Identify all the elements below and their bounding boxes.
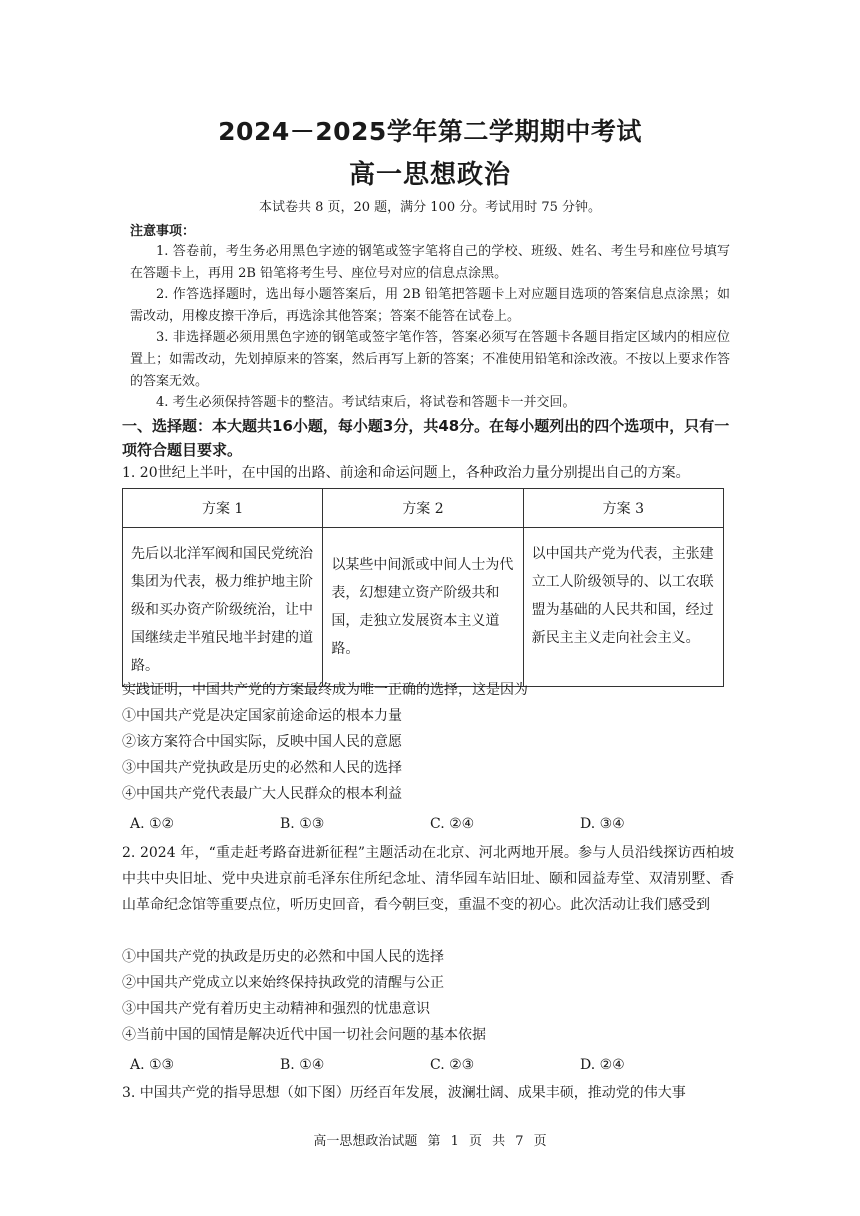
q1-question: 实践证明，中国共产党的方案最终成为唯一正确的选择，这是因为 <box>122 682 528 698</box>
notice-item: 2. 作答选择题时，选出每小题答案后，用 2B 铅笔把答题卡上对应题目选项的答案信息点涂黑；如需改动，用橡皮擦干净后，再选涂其他答案；答案不能答在试卷上。 <box>130 287 730 324</box>
q2-options <box>130 1057 730 1073</box>
q2-statement: ②中国共产党成立以来始终保持执政党的清醒与公正 <box>122 975 444 991</box>
q2-stem: 2. 2024 年，“重走赶考路奋进新征程”主题活动在北京、河北两地开展。参与人员沿线探访西柏坡中共中央旧址、党中央进京前毛泽东住所纪念址、清华园车站旧址、颐和园益寿堂、双清别墅、香山革命纪念馆等重要点位，听历史回音，看今朝巨变，重温不变的初心。此次活动让我们感受到 <box>122 845 734 913</box>
notice-item: 4. 考生必须保持答题卡的整洁。考试结束后，将试卷和答题卡一并交回。 <box>156 395 576 411</box>
table-header: 方案 1 <box>123 489 323 528</box>
q1-body <box>122 677 734 807</box>
option-c: C. ②④ <box>430 816 475 832</box>
q1-statement: ①中国共产党是决定国家前途命运的根本力量 <box>122 708 402 724</box>
table-header: 方案 2 <box>323 489 523 528</box>
q1-stem: 1. 20世纪上半叶，在中国的出路、前途和命运问题上，各种政治力量分别提出自己的方案。 <box>122 465 690 481</box>
q1-statement: ④中国共产党代表最广大人民群众的根本利益 <box>122 786 402 802</box>
notice-title: 注意事项： <box>130 224 196 239</box>
exam-subject: 高一思想政治 <box>348 160 511 190</box>
q1-options <box>130 816 730 832</box>
q2-statement: ④当前中国的国情是解决近代中国一切社会问题的基本依据 <box>122 1027 486 1043</box>
option-c: C. ②③ <box>430 1057 475 1073</box>
q2-statement: ①中国共产党的执政是历史的必然和中国人民的选择 <box>122 949 444 965</box>
notice-item: 3. 非选择题必须用黑色字迹的钢笔或签字笔作答，答案必须写在答题卡各题目指定区域内的相应位置上；如需改动，先划掉原来的答案，然后再写上新的答案；不准使用铅笔和涂改液。不按以上要求作答的答案无效。 <box>130 330 730 389</box>
section-heading: 一、选择题：本大题共16小题，每小题3分，共48分。在每小题列出的四个选项中，只有一项符合题目要求。 <box>122 417 730 459</box>
notice-item: 1. 答卷前，考生务必用黑色字迹的钢笔或签字笔将自己的学校、班级、姓名、考生号和座位号填写在答题卡上，再用 2B 铅笔将考生号、座位号对应的信息点涂黑。 <box>130 244 730 281</box>
option-a: A. ①③ <box>130 1057 175 1073</box>
notice-list <box>130 241 730 414</box>
page-footer: 高一思想政治试题 第 1 页 共 7 页 <box>313 1134 547 1149</box>
table-cell: 以中国共产党为代表，主张建立工人阶级领导的、以工农联盟为基础的人民共和国，经过新民主主义走向社会主义。 <box>523 528 723 687</box>
q1-statement: ③中国共产党执政是历史的必然和人民的选择 <box>122 760 402 776</box>
q2-statement: ③中国共产党有着历史主动精神和强烈的忧患意识 <box>122 1001 430 1017</box>
option-d: D. ③④ <box>580 816 625 832</box>
table-header: 方案 3 <box>523 489 723 528</box>
table-cell: 以某些中间派或中间人士为代表，幻想建立资产阶级共和国，走独立发展资本主义道路。 <box>323 528 523 687</box>
q1-plans-table <box>122 488 724 687</box>
table-cell: 先后以北洋军阀和国民党统治集团为代表，极力维护地主阶级和买办资产阶级统治，让中国继续走半殖民地半封建的道路。 <box>123 528 323 687</box>
exam-info: 本试卷共 8 页，20 题，满分 100 分。考试用时 75 分钟。 <box>258 200 602 215</box>
exam-title: 2024－2025学年第二学期期中考试 <box>218 117 642 146</box>
option-d: D. ②④ <box>580 1057 625 1073</box>
option-b: B. ①③ <box>280 816 325 832</box>
option-a: A. ①② <box>130 816 175 832</box>
option-b: B. ①④ <box>280 1057 325 1073</box>
q1-statement: ②该方案符合中国实际，反映中国人民的意愿 <box>122 734 402 750</box>
q3-stem: 3. 中国共产党的指导思想（如下图）历经百年发展，波澜壮阔、成果丰硕，推动党的伟大事 <box>122 1085 686 1101</box>
q2-body <box>122 944 734 1048</box>
